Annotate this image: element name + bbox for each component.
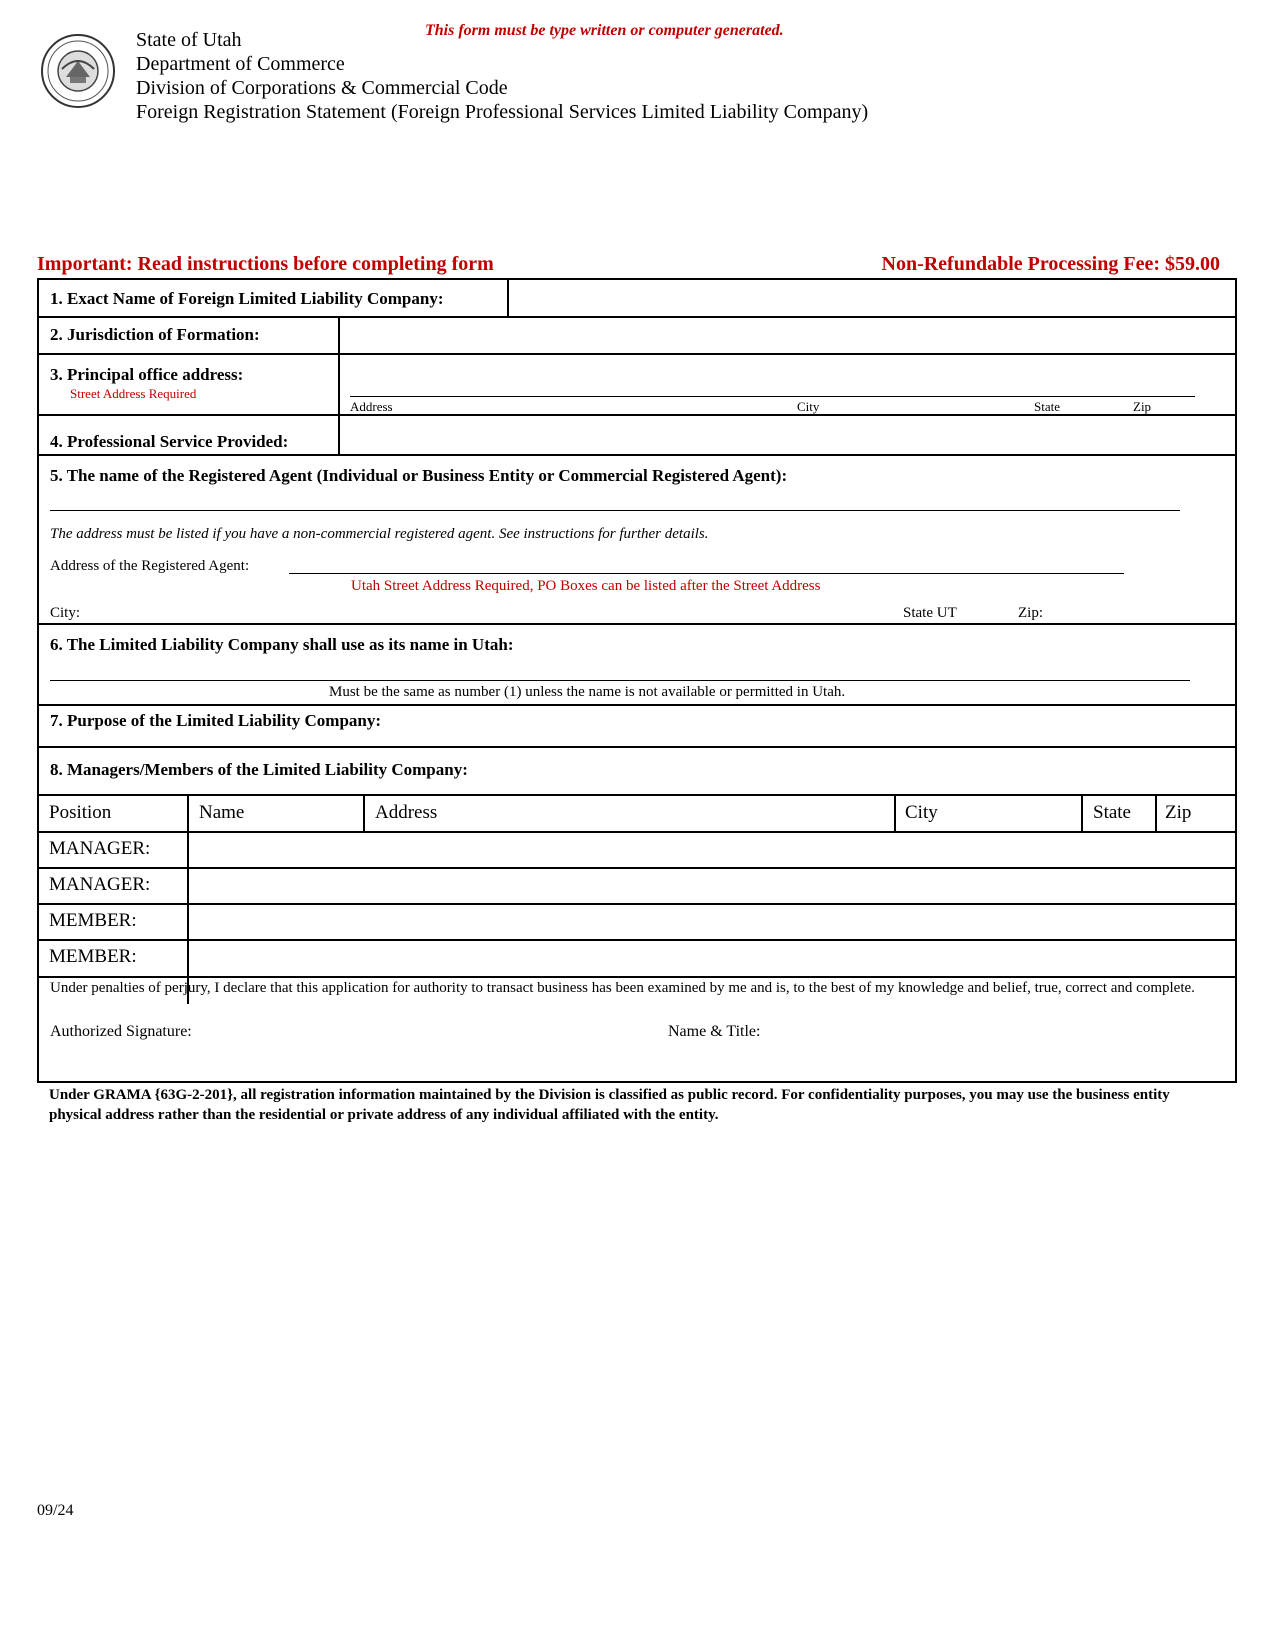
- q5-utah-address-note: Utah Street Address Required, PO Boxes can be listed after the Street Address: [351, 578, 821, 594]
- q5-address-label: Address of the Registered Agent:: [50, 558, 250, 574]
- purpose-field[interactable]: [459, 706, 1237, 744]
- q8-label: 8. Managers/Members of the Limited Liability Company:: [50, 760, 468, 779]
- q6-same-name-note: Must be the same as number (1) unless the name is not available or permitted in Utah.: [329, 684, 846, 700]
- q5-address-note: The address must be listed if you have a non-commercial registered agent. See instructions for further details.: [50, 526, 709, 542]
- member-2-field[interactable]: [189, 941, 1237, 975]
- col-zip: Zip: [1165, 802, 1192, 823]
- q3-city-caption: City: [797, 399, 820, 414]
- q3-state-caption: State: [1034, 399, 1060, 414]
- header-line-division: Division of Corporations & Commercial Code: [136, 77, 508, 99]
- jurisdiction-field[interactable]: [340, 318, 1237, 353]
- q5-state-label: State UT: [903, 605, 957, 621]
- manager-1-field[interactable]: [189, 833, 1237, 867]
- manager-2-field[interactable]: [189, 869, 1237, 903]
- principal-address-field[interactable]: [340, 355, 1237, 395]
- col-city: City: [905, 802, 938, 823]
- professional-service-field[interactable]: [340, 416, 1237, 454]
- col-address: Address: [375, 802, 438, 823]
- member-1-field[interactable]: [189, 905, 1237, 939]
- processing-fee: Non-Refundable Processing Fee: $59.00: [881, 253, 1220, 275]
- q3-street-note: Street Address Required: [70, 386, 197, 401]
- registered-agent-name-field[interactable]: [50, 486, 1180, 508]
- q5-city-label: City:: [50, 605, 81, 621]
- registered-agent-address-field[interactable]: [289, 552, 1124, 572]
- important-notice: Important: Read instructions before completing form: [37, 253, 494, 275]
- registration-form: [37, 278, 1237, 1083]
- q3-zip-caption: Zip: [1133, 399, 1152, 414]
- utah-state-seal-icon: [40, 33, 116, 109]
- q5-label: 5. The name of the Registered Agent (Individual or Business Entity or Commercial Registered Agent):: [50, 466, 788, 485]
- col-name: Name: [199, 802, 245, 823]
- perjury-declaration: Under penalties of perjury, I declare that this application for authority to transact business has been examined by me and is, to the best of my knowledge and belief, true, correct and complete.: [50, 980, 1195, 996]
- q2-label: 2. Jurisdiction of Formation:: [50, 325, 260, 344]
- table-row-label: MANAGER:: [49, 838, 151, 859]
- col-state: State: [1093, 802, 1131, 823]
- name-title-field[interactable]: [774, 1018, 1234, 1042]
- header-line-form-title: Foreign Registration Statement (Foreign Professional Services Limited Liability Company): [136, 101, 869, 123]
- q4-label: 4. Professional Service Provided:: [50, 432, 289, 451]
- signature-label: Authorized Signature:: [50, 1023, 192, 1040]
- header-line-department: Department of Commerce: [136, 53, 345, 75]
- q7-label: 7. Purpose of the Limited Liability Company:: [50, 711, 382, 730]
- typewritten-warning: This form must be type written or computer generated.: [425, 22, 784, 39]
- utah-name-field[interactable]: [50, 658, 1190, 680]
- table-row-label: MANAGER:: [49, 874, 151, 895]
- col-position: Position: [49, 802, 112, 823]
- form-revision: 09/24: [37, 1502, 74, 1519]
- grama-notice: Under GRAMA {63G-2-201}, all registration information maintained by the Division is classified as public record. For confidentiality purposes, you may use the business entity physical address rather than the residential or private address of any individual affiliated with the entity.: [49, 1087, 1170, 1123]
- name-title-label: Name & Title:: [668, 1023, 761, 1040]
- company-name-field[interactable]: [509, 280, 1237, 316]
- q3-label: 3. Principal office address:: [50, 365, 244, 384]
- header-line-state: State of Utah: [136, 29, 242, 51]
- q5-zip-label: Zip:: [1018, 605, 1043, 621]
- signature-field[interactable]: [219, 1018, 639, 1042]
- table-row-label: MEMBER:: [49, 946, 137, 967]
- q6-label: 6. The Limited Liability Company shall use as its name in Utah:: [50, 635, 514, 654]
- q1-label: 1. Exact Name of Foreign Limited Liability Company:: [50, 289, 444, 308]
- table-row-label: MEMBER:: [49, 910, 137, 931]
- q3-address-caption: Address: [350, 399, 393, 414]
